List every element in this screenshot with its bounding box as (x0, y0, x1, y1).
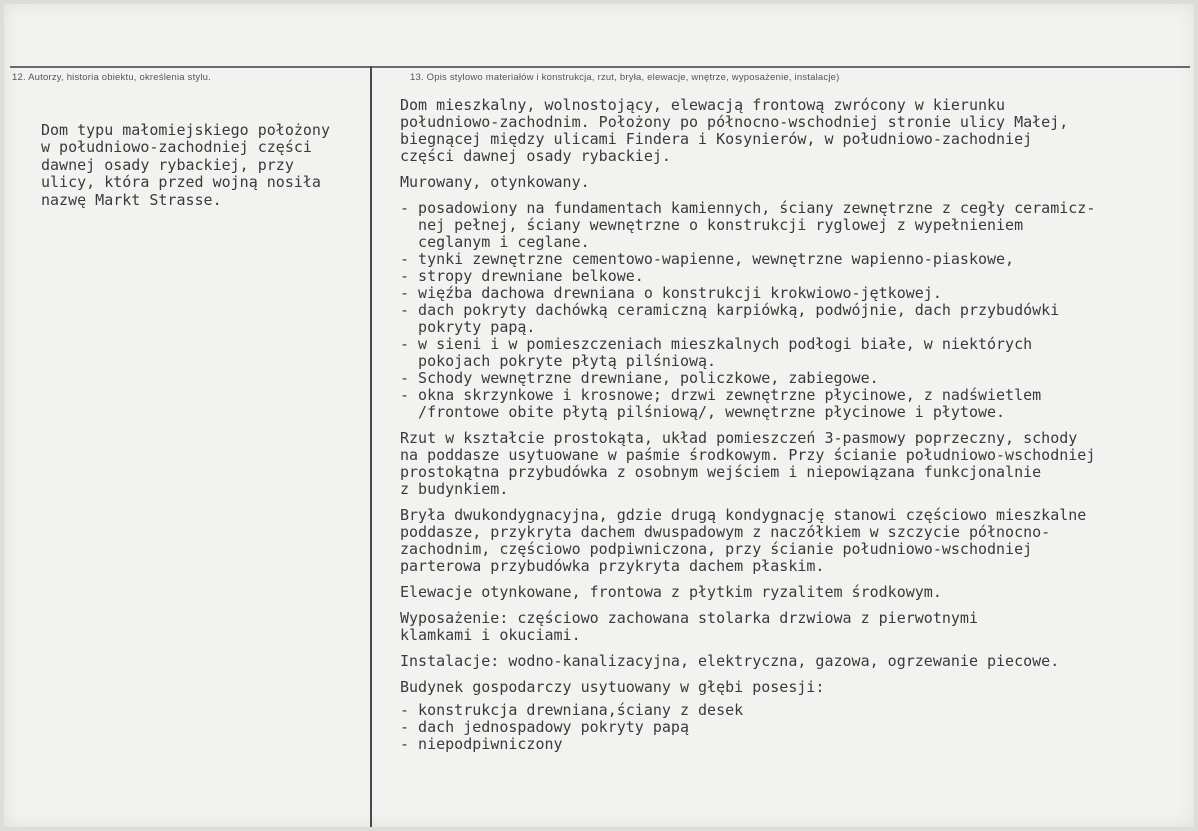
construction-item: - więźba dachowa drewniana o konstrukcji krokwiowo-jętkowej. (400, 284, 942, 302)
construction-item: - tynki zewnętrzne cementowo-wapienne, wewnętrzne wapienno-piaskowe, (400, 250, 1015, 268)
rzut-line: prostokątna przybudówka z osobnym wejściem i niepowiązana funkcjonalnie (400, 463, 1042, 481)
history-line: w południowo-zachodniej części (41, 138, 312, 156)
budynek-line: Budynek gospodarczy usytuowany w głębi posesji: (400, 678, 825, 696)
rzut-paragraph (400, 430, 1190, 498)
bryla-paragraph (400, 507, 1190, 575)
wyposazenie-line: Wyposażenie: częściowo zachowana stolarka drzwiowa z pierwotnymi (400, 609, 978, 627)
construction-list (400, 200, 1190, 421)
rzut-line: z budynkiem. (400, 480, 509, 498)
intro-line: części dawnej osady rybackiej. (400, 147, 671, 165)
outbuilding-item: - konstrukcja drewniana,ściany z desek (400, 701, 744, 719)
construction-item: - okna skrzynkowe i krosnowe; drzwi zewnętrzne płycinowe, z nadświetlem /frontowe obite płytą pilśniową/, wewnętrzne płycinowe i płytowe. (400, 386, 1042, 421)
bryla-line: poddasze, przykryta dachem dwuspadowym z naczółkiem w szczycie północno- (400, 523, 1051, 541)
outbuilding-list (400, 702, 1190, 753)
bryla-line: zachodnim, częściowo podpiwniczona, przy ścianie południowo-wschodniej (400, 540, 1033, 558)
document-sheet (4, 4, 1194, 827)
bryla-line: Bryła dwukondygnacyjna, gdzie drugą kondygnację stanowi częściowo mieszkalne (400, 506, 1087, 524)
section-12-header: 12. Autorzy, historia obiektu, określenia stylu. (12, 72, 211, 83)
intro-line: Dom mieszkalny, wolnostojący, elewacją frontową zwrócony w kierunku (400, 96, 1006, 114)
section-13-header: 13. Opis stylowo materiałów i konstrukcja, rzut, bryła, elewacje, wnętrze, wyposażenie, instalacje) (410, 72, 840, 83)
construction-item: - posadowiony na fundamentach kamiennych, ściany zewnętrzne z cegły ceramicz- nej pełnej, ściany wewnętrzne o konstrukcji ryglowej z wypełnieniem ceglanym i ceglane. (400, 199, 1096, 251)
history-line: ulicy, która przed wojną nosiła (41, 173, 321, 191)
description-column (400, 97, 1190, 762)
wyposazenie-paragraph (400, 610, 1190, 644)
outbuilding-item: - dach jednospadowy pokryty papą (400, 718, 689, 736)
construction-item: - stropy drewniane belkowe. (400, 267, 644, 285)
construction-item: - Schody wewnętrzne drewniane, policzkowe, zabiegowe. (400, 369, 879, 387)
intro-line: biegnącej między ulicami Findera i Kosynierów, w południowo-zachodniej (400, 130, 1033, 148)
intro-line: południowo-zachodnim. Położony po północno-wschodniej stronie ulicy Małej, (400, 113, 1069, 131)
bryla-line: parterowa przybudówka przykryta dachem płaskim. (400, 557, 825, 575)
intro-paragraph (400, 97, 1190, 165)
construction-item: - w sieni i w pomieszczeniach mieszkalnych podłogi białe, w niektórych pokojach pokryte płytą pilśniową. (400, 335, 1033, 370)
history-line: dawnej osady rybackiej, przy (41, 155, 294, 174)
history-line: nazwę Markt Strasse. (41, 190, 222, 209)
wyposazenie-line: klamkami i okuciami. (400, 626, 581, 644)
history-line: Dom typu małomiejskiego położony (41, 120, 330, 139)
elewacje-line: Elewacje otynkowane, frontowa z płytkim ryzalitem środkowym. (400, 583, 942, 601)
history-text (41, 104, 371, 209)
outbuilding-item: - niepodpiwniczony (400, 735, 563, 753)
construction-item: - dach pokryty dachówką ceramiczną karpiówką, podwójnie, dach przybudówki pokryty papą. (400, 301, 1060, 336)
rzut-line: na poddasze usytuowane w paśmie środkowym. Przy ścianie południowo-wschodniej (400, 446, 1096, 464)
murowany-line: Murowany, otynkowany. (400, 173, 590, 191)
rzut-line: Rzut w kształcie prostokąta, układ pomieszczeń 3-pasmowy poprzeczny, schody (400, 429, 1078, 447)
header-rule (10, 66, 1190, 68)
instalacje-line: Instalacje: wodno-kanalizacyjna, elektryczna, gazowa, ogrzewanie piecowe. (400, 652, 1060, 670)
